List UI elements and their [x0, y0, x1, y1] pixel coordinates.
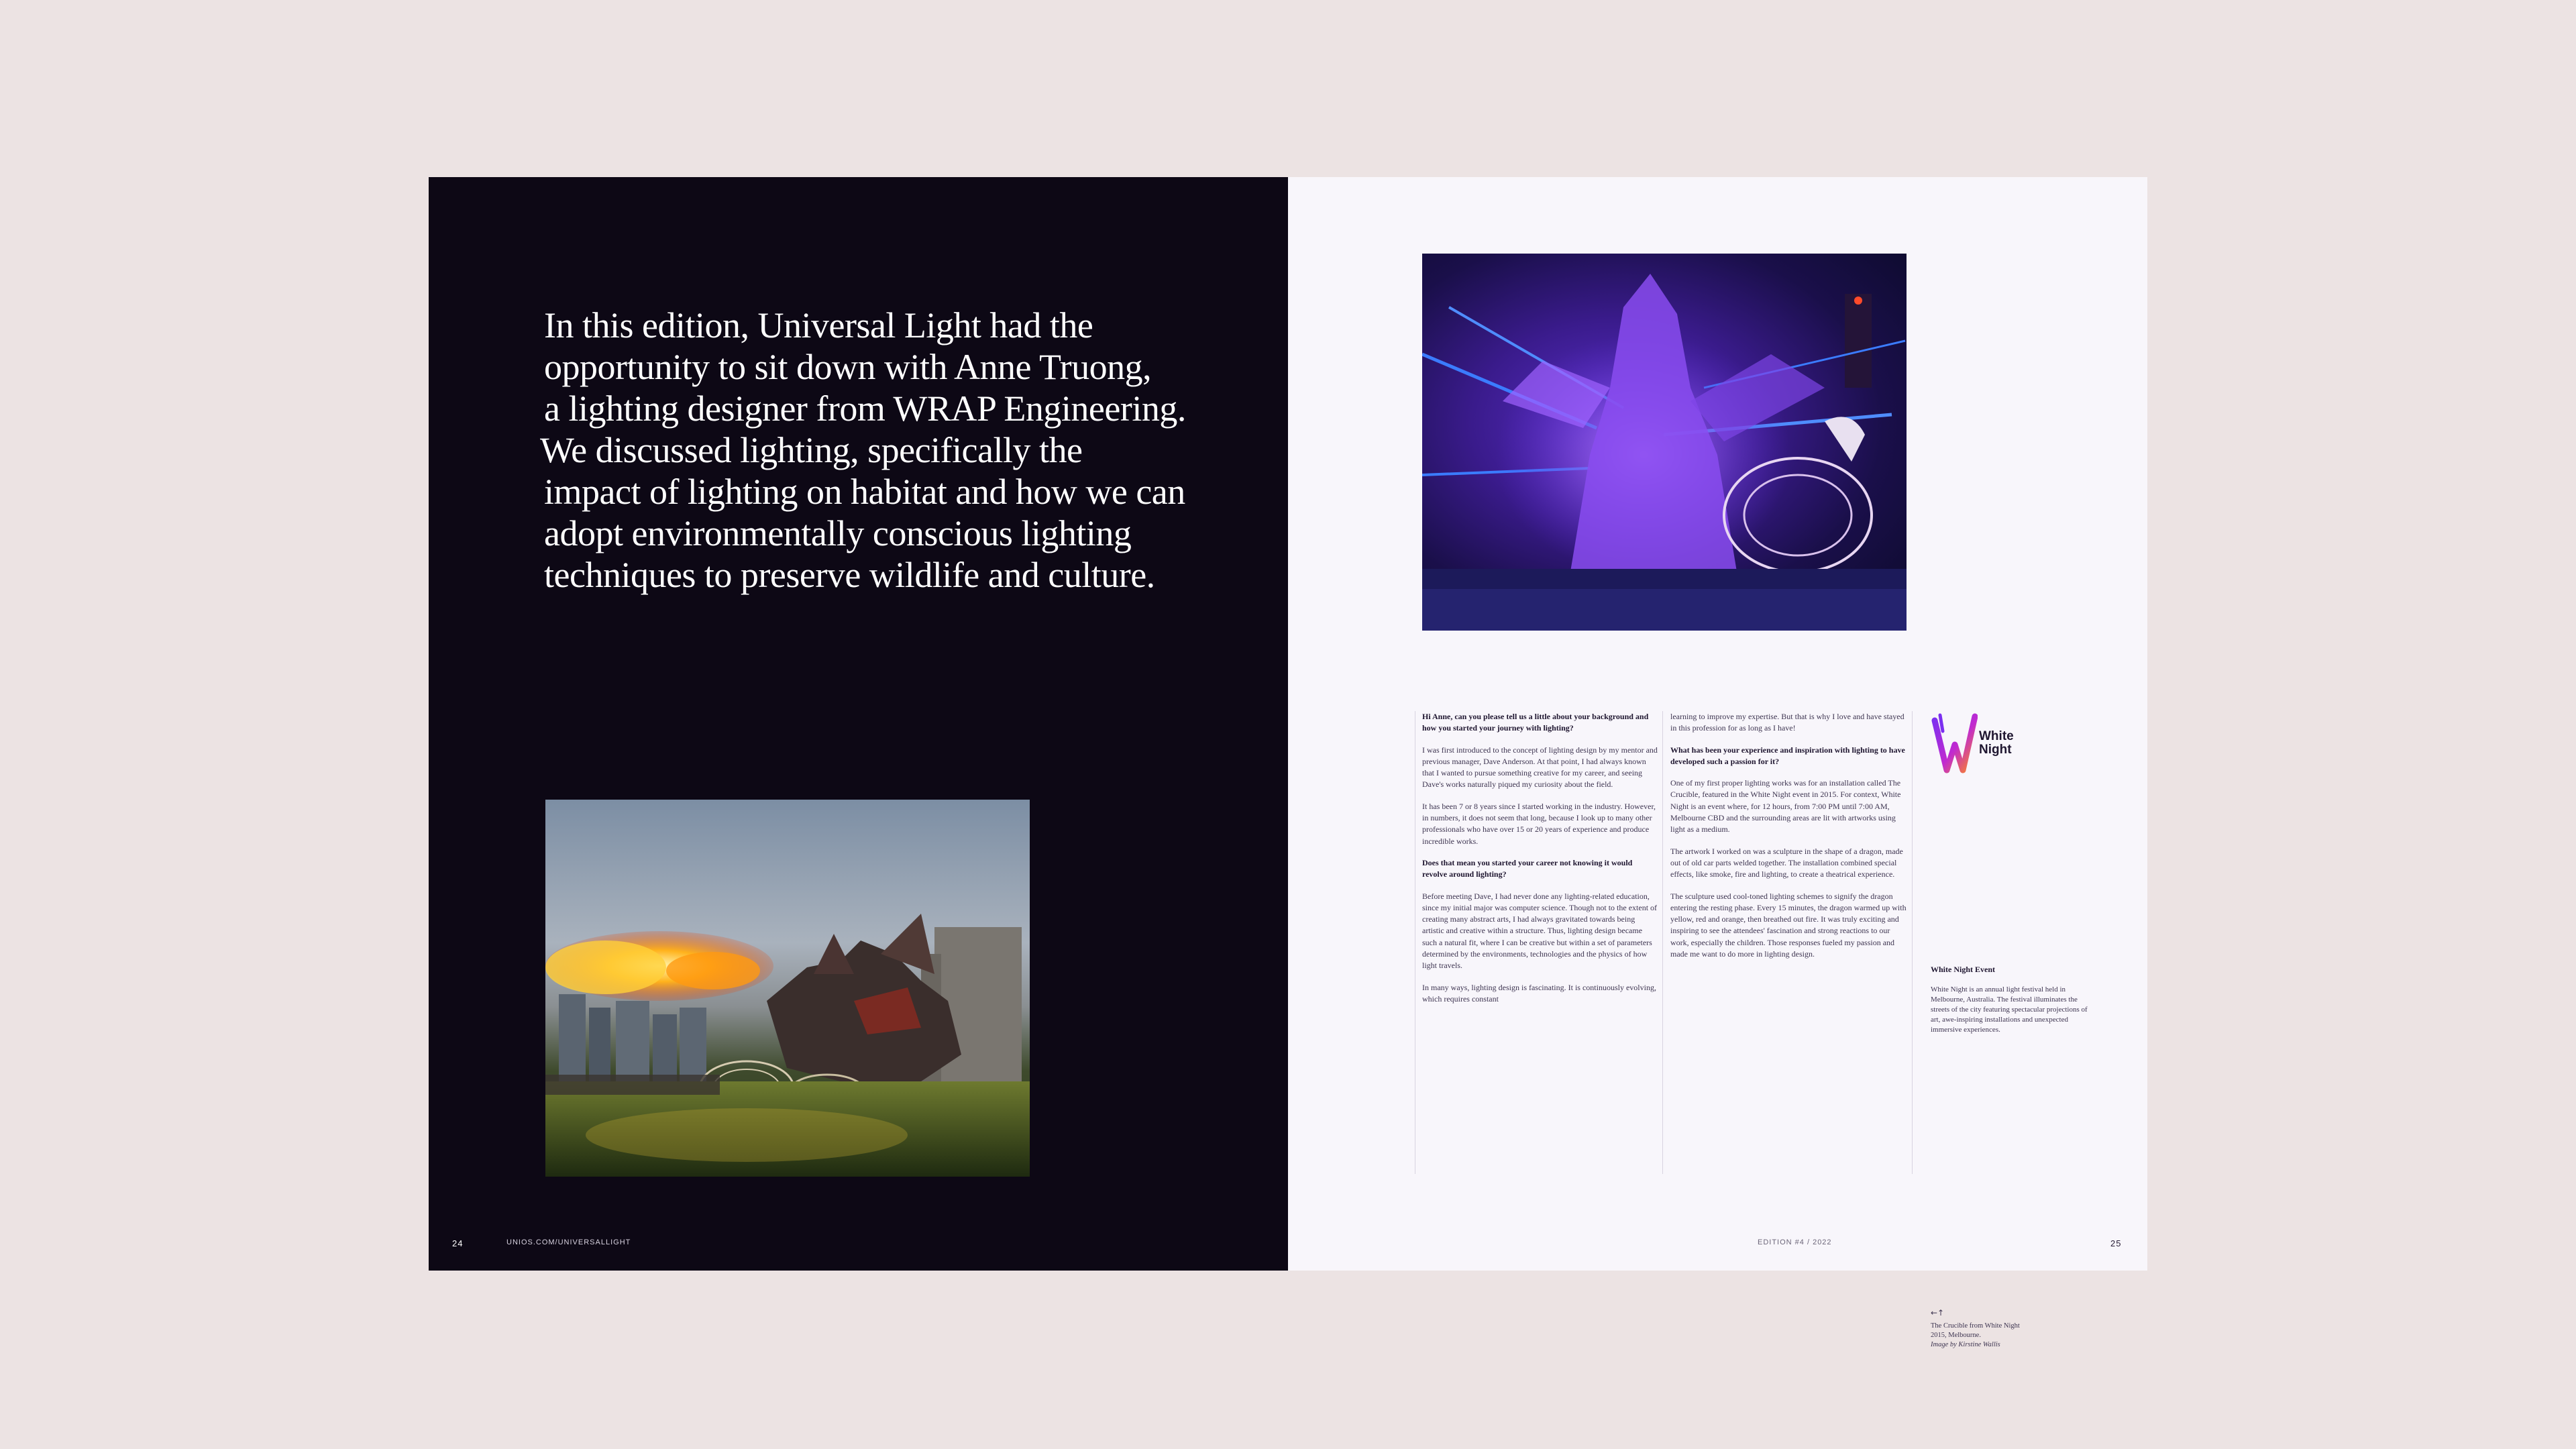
edition-label: EDITION #4 / 2022 — [1758, 1238, 1832, 1246]
dragon-fire-illustration — [545, 800, 1030, 1177]
column-divider-2 — [1662, 711, 1663, 1174]
intro-line-6: adopt environmentally conscious lighting — [544, 513, 1132, 553]
answer-paragraph: learning to improve my expertise. But that is why I love and have stayed in this profession for as long as I have! — [1670, 712, 1904, 733]
caption-line-1: The Crucible from White Night — [1931, 1322, 2020, 1330]
white-night-logo — [1931, 711, 2045, 778]
intro-line-7: techniques to preserve wildlife and culture. — [544, 555, 1155, 595]
intro-line-1: In this edition, Universal Light had the — [544, 305, 1093, 345]
sidebar-title: White Night Event — [1931, 965, 1995, 974]
logo-line-1: White — [1979, 729, 2014, 743]
answer-paragraph: The artwork I worked on was a sculpture in the shape of a dragon, made out of old car parts welded together. The installation combined special effects, like smoke, fire and lighting, to create a theatrical experience. — [1670, 846, 1903, 879]
right-page — [1288, 177, 2147, 1348]
answer-paragraph: One of my first proper lighting works was for an installation called The Crucible, featured in the White Night event in 2015. For context, White Night is an event where, for 12 hours, from 7:00 PM until 7:00 AM, Melbourne CBD and the surrounding areas are lit with artworks using light as a medium. — [1670, 778, 1901, 835]
dragon-fire-photo — [545, 800, 1030, 1177]
question-3: What has been your experience and inspiration with lighting to have developed such a passion for it? — [1670, 745, 1905, 766]
answer-paragraph: It has been 7 or 8 years since I started working in the industry. However, in numbers, it does not seem that long, because I look up to many other professionals who have over 15 or 20 years of experience and produce incredible works. — [1422, 801, 1656, 846]
article-column-1 — [1422, 711, 1658, 1015]
left-page — [429, 177, 1288, 1271]
caption-line-2: 2015, Melbourne. — [1931, 1332, 1981, 1339]
answer-paragraph: The sculpture used cool-toned lighting schemes to signify the dragon entering the resting phase. Every 15 minutes, the dragon warmed up with yellow, red and orange, then breathed out fire. It was truly exciting and inspiring to see the attendees' fascination and strong reactions to our work, especially the children. Those responses fueled my passion and made me want to do more in lighting design. — [1670, 891, 1907, 959]
question-2: Does that mean you started your career not knowing it would revolve around lighting? — [1422, 857, 1633, 879]
answer-paragraph: Before meeting Dave, I had never done any lighting-related education, since my initial major was computer science. Though not to the extent of creating many abstract arts, I had always gravitated towards being artistic and creative within a structure. Thus, lighting design became such a natural fit, where I can be creative but within a set of parameters determined by the environments, technologies and the physics of how light travels. — [1422, 891, 1658, 971]
magazine-spread — [429, 177, 2147, 1348]
purple-dragon-illustration — [1422, 254, 1907, 631]
photo-caption — [1931, 1322, 2092, 1350]
caption-arrow-icon: ←↑ — [1931, 1308, 1945, 1318]
right-page-number: 25 — [2110, 1238, 2122, 1248]
question-1: Hi Anne, can you please tell us a little about your background and how you started your journey with lighting? — [1422, 712, 1649, 733]
logo-wordmark — [1979, 730, 2014, 757]
logo-line-2: Night — [1979, 743, 2012, 757]
footer-url: UNIOS.COM/UNIVERSALLIGHT — [506, 1238, 631, 1246]
intro-line-2: opportunity to sit down with Anne Truong, — [544, 347, 1152, 387]
answer-paragraph: In many ways, lighting design is fascinating. It is continuously evolving, which requires constant — [1422, 982, 1656, 1004]
left-page-number: 24 — [452, 1238, 464, 1248]
article-column-2 — [1670, 711, 1908, 970]
answer-paragraph: I was first introduced to the concept of lighting design by my mentor and previous manager, Dave Anderson. At that point, I had always known that I wanted to pursue something creative for my career, and seeing Dave's works naturally piqued my curiosity about the field. — [1422, 745, 1658, 790]
caption-credit: Image by Kirstine Wallis — [1931, 1341, 2000, 1348]
intro-paragraph — [540, 305, 1255, 596]
column-divider-3 — [1912, 711, 1913, 1174]
intro-line-3: a lighting designer from WRAP Engineering. — [544, 388, 1186, 429]
purple-dragon-photo — [1422, 254, 1907, 631]
white-night-w-icon — [1931, 711, 1978, 778]
sidebar-body: White Night is an annual light festival held in Melbourne, Australia. The festival illuminates the streets of the city featuring spectacular projections of art, awe-inspiring installations and unexpected immersive experiences. — [1931, 985, 2088, 1034]
intro-line-4: We discussed lighting, specifically the — [540, 430, 1083, 470]
intro-line-5: impact of lighting on habitat and how we can — [544, 472, 1185, 512]
